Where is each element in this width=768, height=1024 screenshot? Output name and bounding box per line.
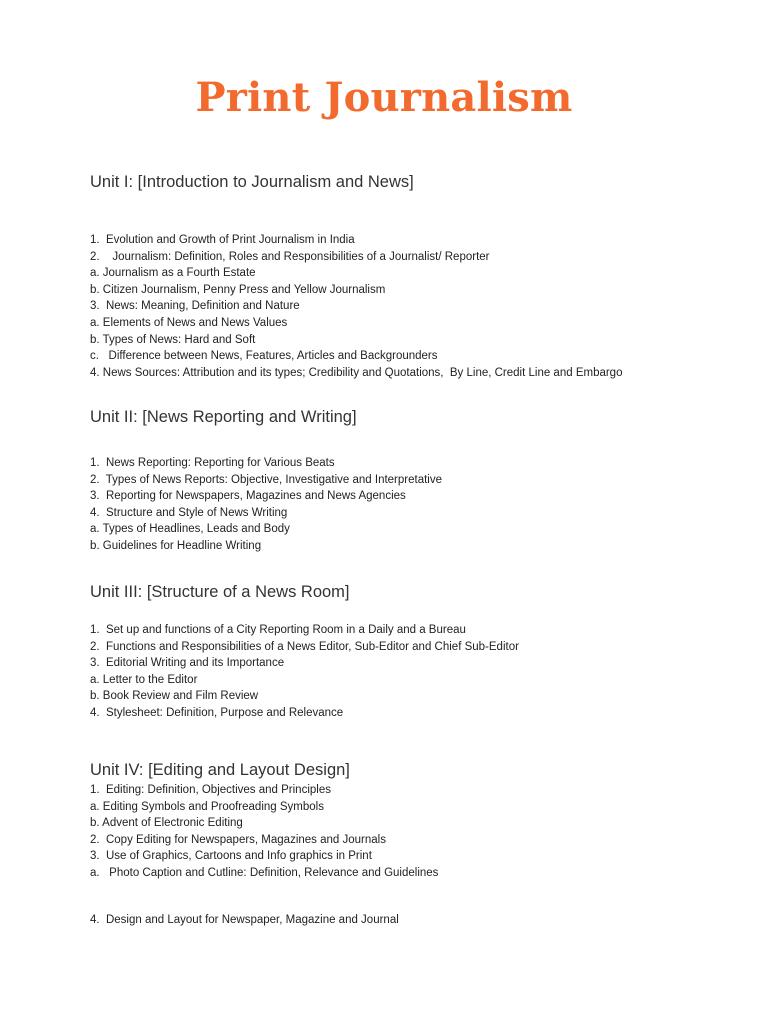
unit-2-item: 4. Structure and Style of News Writing xyxy=(90,506,288,519)
unit-2-item: b. Guidelines for Headline Writing xyxy=(90,539,262,552)
unit-4-heading: Unit IV: [Editing and Layout Design] xyxy=(90,761,350,779)
unit-3-item: 1. Set up and functions of a City Reporting Room in a Daily and a Bureau xyxy=(90,624,466,636)
unit-1-item: 4. News Sources: Attribution and its types; Credibility and Quotations, By Line, Credit Line and Embargo xyxy=(90,366,623,379)
unit-2-item: 2. Types of News Reports: Objective, Investigative and Interpretative xyxy=(90,473,442,486)
unit-4-item: a. Editing Symbols and Proofreading Symbols xyxy=(90,800,324,813)
unit-4-item: 4. Design and Layout for Newspaper, Magazine and Journal xyxy=(90,914,399,926)
unit-3-items xyxy=(90,622,519,722)
unit-2-item: 3. Reporting for Newspapers, Magazines and News Agencies xyxy=(90,490,406,503)
unit-1-item: c. Difference between News, Features, Articles and Backgrounders xyxy=(90,350,438,363)
unit-1-item: 2. Journalism: Definition, Roles and Responsibilities of a Journalist/ Reporter xyxy=(90,250,490,263)
unit-3-heading: Unit III: [Structure of a News Room] xyxy=(90,583,350,601)
unit-3-item: 2. Functions and Responsibilities of a News Editor, Sub-Editor and Chief Sub-Editor xyxy=(90,640,519,653)
unit-4-extra-items xyxy=(90,912,399,929)
unit-4-item: 1. Editing: Definition, Objectives and Principles xyxy=(90,784,331,796)
unit-1-item: a. Elements of News and News Values xyxy=(90,316,288,329)
unit-3-item: a. Letter to the Editor xyxy=(90,673,198,686)
unit-4-item: b. Advent of Electronic Editing xyxy=(90,817,243,830)
unit-2-item: 1. News Reporting: Reporting for Various Beats xyxy=(90,457,335,469)
unit-1-item: b. Citizen Journalism, Penny Press and Yellow Journalism xyxy=(90,283,386,296)
document-title: Print Journalism xyxy=(195,74,573,121)
unit-4-item: 2. Copy Editing for Newspapers, Magazines and Journals xyxy=(90,833,386,846)
unit-3-item: 3. Editorial Writing and its Importance xyxy=(90,657,285,670)
unit-4-item: a. Photo Caption and Cutline: Definition, Relevance and Guidelines xyxy=(90,866,439,879)
unit-1-item: a. Journalism as a Fourth Estate xyxy=(90,267,256,280)
unit-1-item: 1. Evolution and Growth of Print Journalism in India xyxy=(90,234,355,246)
unit-4-items xyxy=(90,782,438,882)
unit-2-items xyxy=(90,455,442,555)
unit-1-item: 3. News: Meaning, Definition and Nature xyxy=(90,300,300,313)
unit-1-items xyxy=(90,232,622,381)
unit-3-item: 4. Stylesheet: Definition, Purpose and Relevance xyxy=(90,706,344,719)
unit-1-item: b. Types of News: Hard and Soft xyxy=(90,333,256,346)
unit-1-heading: Unit I: [Introduction to Journalism and News] xyxy=(90,173,414,191)
unit-4-item: 3. Use of Graphics, Cartoons and Info graphics in Print xyxy=(90,850,372,863)
unit-3-item: b. Book Review and Film Review xyxy=(90,690,259,703)
unit-2-heading: Unit II: [News Reporting and Writing] xyxy=(90,408,357,426)
unit-2-item: a. Types of Headlines, Leads and Body xyxy=(90,523,290,536)
